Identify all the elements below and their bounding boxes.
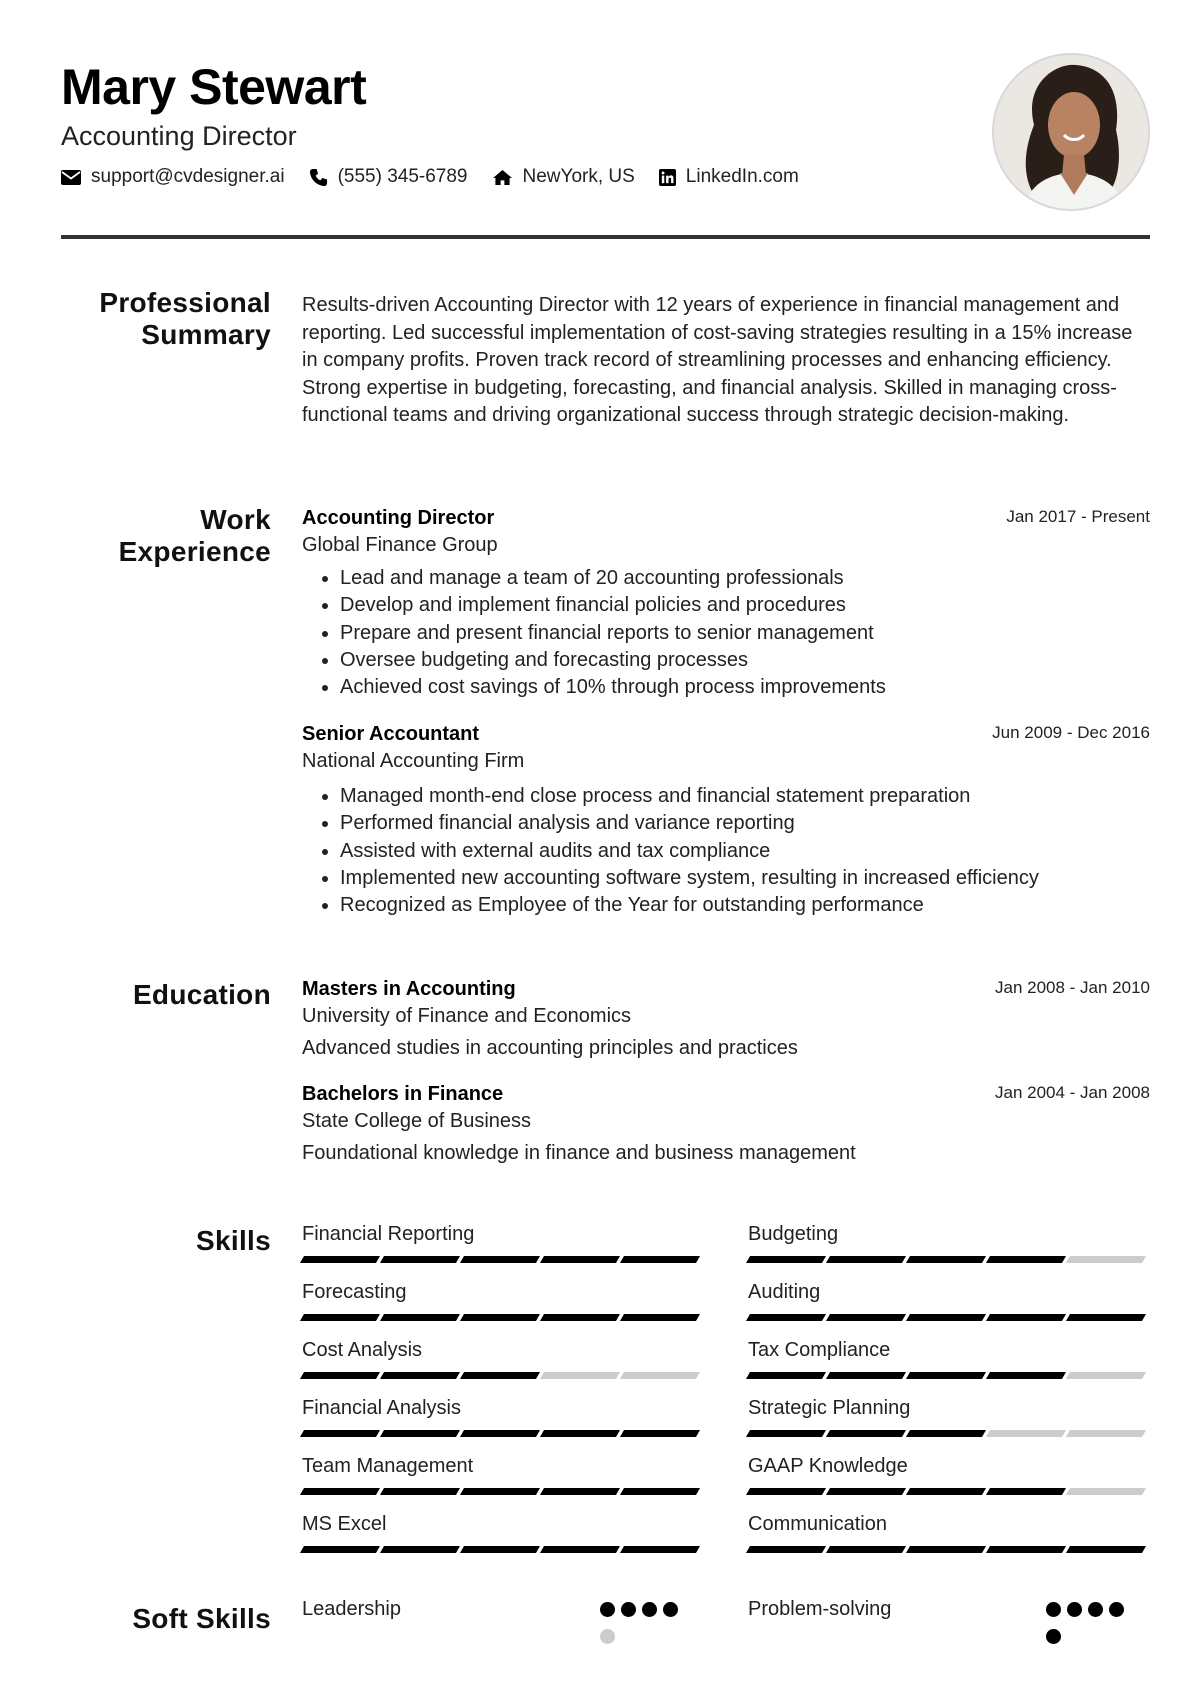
school-name: State College of Business [302, 1110, 532, 1132]
skill-segment-filled [826, 1256, 906, 1263]
skill-level-bar [748, 1488, 1148, 1495]
skill-level-bar [748, 1546, 1148, 1553]
skill-segment-filled [906, 1430, 986, 1437]
school-name: University of Finance and Economics [302, 1005, 632, 1027]
job-bullets [302, 565, 1150, 701]
skill-item [748, 1513, 1148, 1553]
skill-name: GAAP Knowledge [748, 1455, 908, 1477]
contact-email[interactable] [61, 166, 285, 188]
skill-segment-filled [460, 1314, 540, 1321]
skill-segment-filled [300, 1546, 380, 1553]
skill-item [748, 1281, 1148, 1321]
skill-level-bar [302, 1546, 702, 1553]
education-entry [302, 978, 1150, 1060]
skill-item [748, 1339, 1148, 1379]
skill-segment-filled [620, 1314, 700, 1321]
candidate-name: Mary Stewart [61, 59, 367, 115]
skill-segment-filled [540, 1488, 620, 1495]
skill-segment-filled [540, 1430, 620, 1437]
skill-segment-filled [460, 1372, 540, 1379]
degree-title: Masters in Accounting [302, 978, 516, 1000]
rating-dot-filled [1046, 1629, 1061, 1644]
rating-dot-filled [642, 1602, 657, 1617]
soft-skill-name: Leadership [302, 1598, 401, 1620]
skill-segment-filled [620, 1430, 700, 1437]
skill-name: Cost Analysis [302, 1339, 423, 1361]
skill-segment-empty [1066, 1372, 1146, 1379]
skill-segment-empty [540, 1372, 620, 1379]
skill-item [748, 1397, 1148, 1437]
job-title: Accounting Director [302, 507, 495, 529]
skill-level-bar [748, 1256, 1148, 1263]
skill-name: Team Management [302, 1455, 474, 1477]
skill-segment-filled [380, 1256, 460, 1263]
skill-level-bar [302, 1314, 702, 1321]
skill-segment-filled [986, 1488, 1066, 1495]
skill-segment-filled [620, 1488, 700, 1495]
skill-segment-filled [300, 1430, 380, 1437]
job-company: Global Finance Group [302, 534, 498, 556]
profile-photo [992, 53, 1150, 211]
soft-skill-item [302, 1598, 722, 1621]
skill-segment-filled [460, 1256, 540, 1263]
skill-name: Budgeting [748, 1223, 839, 1245]
skill-segment-filled [380, 1372, 460, 1379]
skill-level-bar [302, 1430, 702, 1437]
section-title-summary: Professional Summary [99, 287, 271, 350]
rating-dot-filled [663, 1602, 678, 1617]
skill-segment-filled [906, 1372, 986, 1379]
skill-name: Financial Analysis [302, 1397, 461, 1419]
skill-segment-filled [906, 1546, 986, 1553]
section-title-education: Education [132, 979, 271, 1010]
skill-segment-empty [1066, 1256, 1146, 1263]
contact-linkedin[interactable] [659, 166, 799, 188]
skill-segment-filled [746, 1372, 826, 1379]
skill-level-bar [302, 1372, 702, 1379]
list-item: • Prepare and present financial reports to senior management [340, 620, 1150, 647]
experience-entry [302, 723, 1150, 919]
skill-level-bar [302, 1488, 702, 1495]
list-item: • Managed month-end close process and financial statement preparation [340, 783, 1150, 810]
skill-segment-filled [540, 1546, 620, 1553]
portrait-image [994, 55, 1148, 209]
contact-location [492, 166, 635, 188]
skill-name: MS Excel [302, 1513, 387, 1535]
skill-segment-filled [986, 1256, 1066, 1263]
skill-segment-filled [746, 1430, 826, 1437]
skill-segment-filled [460, 1546, 540, 1553]
skill-level-bar [748, 1314, 1148, 1321]
skill-segment-filled [826, 1430, 906, 1437]
candidate-title: Accounting Director [61, 121, 297, 151]
education-entry [302, 1083, 1150, 1165]
job-bullets [302, 783, 1150, 919]
rating-dot-filled [600, 1602, 615, 1617]
skill-segment-filled [746, 1546, 826, 1553]
list-item: • Develop and implement financial policies and procedures [340, 592, 1150, 619]
skill-segment-filled [460, 1488, 540, 1495]
contact-phone[interactable] [309, 166, 468, 188]
education-dates: Jan 2008 - Jan 2010 [994, 978, 1150, 997]
soft-skill-name: Problem-solving [748, 1598, 892, 1620]
linkedin-icon [659, 169, 676, 186]
skill-segment-empty [1066, 1430, 1146, 1437]
list-item: • Oversee budgeting and forecasting processes [340, 647, 1150, 674]
skill-item [748, 1223, 1148, 1263]
list-item: • Lead and manage a team of 20 accounting professionals [340, 565, 1150, 592]
skill-segment-filled [380, 1488, 460, 1495]
section-title-skills: Skills [196, 1225, 271, 1256]
skill-name: Forecasting [302, 1281, 407, 1303]
summary-text: Results-driven Accounting Director with 12 years of experience in financial management and reporting. Led successful implementation of cost-saving strategies resulting in a 15% increase in company profits. Proven track record of streamlining processes and enhancing efficiency. Strong expertise in budgeting, forecasting, and financial analysis. Skilled in managing cross-functional teams and driving organizational success through strategic decision-making. [302, 294, 1133, 426]
contact-linkedin-text: LinkedIn.com [685, 166, 799, 187]
education-dates: Jan 2004 - Jan 2008 [994, 1083, 1150, 1102]
list-item: • Performed financial analysis and variance reporting [340, 810, 1150, 837]
soft-skill-item [748, 1598, 1168, 1621]
degree-title: Bachelors in Finance [302, 1083, 504, 1105]
contact-row [61, 166, 823, 188]
skill-name: Strategic Planning [748, 1397, 911, 1419]
job-company: National Accounting Firm [302, 750, 525, 772]
contact-location-text: NewYork, US [522, 166, 635, 187]
list-item: • Recognized as Employee of the Year for outstanding performance [340, 892, 1150, 919]
skill-item [302, 1513, 702, 1553]
job-dates: Jun 2009 - Dec 2016 [992, 723, 1150, 742]
contact-phone-text: (555) 345-6789 [337, 166, 468, 187]
skill-segment-filled [826, 1372, 906, 1379]
skill-name: Tax Compliance [748, 1339, 891, 1361]
education-description: Advanced studies in accounting principles and practices [302, 1037, 798, 1059]
skill-segment-filled [746, 1488, 826, 1495]
rating-dot-filled [1067, 1602, 1082, 1617]
skill-item [302, 1281, 702, 1321]
skill-item [302, 1223, 702, 1263]
skill-segment-filled [986, 1546, 1066, 1553]
skill-segment-filled [300, 1488, 380, 1495]
skill-segment-filled [746, 1314, 826, 1321]
skill-segment-filled [906, 1488, 986, 1495]
section-title-soft-skills: Soft Skills [132, 1603, 271, 1634]
skill-level-bar [748, 1430, 1148, 1437]
skill-level-bar [748, 1372, 1148, 1379]
envelope-icon [61, 170, 81, 185]
skill-segment-filled [986, 1314, 1066, 1321]
skill-segment-filled [906, 1256, 986, 1263]
phone-icon [309, 168, 328, 187]
skill-segment-filled [826, 1488, 906, 1495]
home-icon [492, 169, 513, 186]
skill-segment-filled [540, 1314, 620, 1321]
skill-segment-filled [620, 1546, 700, 1553]
skill-segment-filled [300, 1256, 380, 1263]
list-item: • Achieved cost savings of 10% through process improvements [340, 674, 1150, 701]
skill-segment-filled [986, 1372, 1066, 1379]
header-divider [61, 235, 1150, 239]
skill-item [302, 1397, 702, 1437]
soft-skill-rating [1046, 1602, 1136, 1656]
rating-dot-filled [621, 1602, 636, 1617]
skill-segment-filled [1066, 1314, 1146, 1321]
skill-segment-filled [380, 1546, 460, 1553]
skill-name: Communication [748, 1513, 887, 1535]
skill-segment-filled [300, 1314, 380, 1321]
skill-segment-filled [540, 1256, 620, 1263]
section-title-experience: Work Experience [118, 504, 271, 567]
education-description: Foundational knowledge in finance and business management [302, 1142, 856, 1164]
skill-level-bar [302, 1256, 702, 1263]
skill-segment-filled [460, 1430, 540, 1437]
soft-skill-rating [600, 1602, 690, 1656]
skill-segment-empty [986, 1430, 1066, 1437]
skill-segment-filled [300, 1372, 380, 1379]
skill-item [302, 1455, 702, 1495]
skill-segment-filled [380, 1430, 460, 1437]
job-dates: Jan 2017 - Present [1006, 507, 1150, 526]
contact-email-text: support@cvdesigner.ai [91, 166, 285, 187]
skill-segment-filled [826, 1546, 906, 1553]
skill-segment-filled [906, 1314, 986, 1321]
job-title: Senior Accountant [302, 723, 480, 745]
skill-item [302, 1339, 702, 1379]
skill-segment-filled [826, 1314, 906, 1321]
experience-entry [302, 507, 1150, 701]
skill-segment-filled [380, 1314, 460, 1321]
rating-dot-empty [600, 1629, 615, 1644]
rating-dot-filled [1109, 1602, 1124, 1617]
skill-segment-filled [620, 1256, 700, 1263]
skill-segment-empty [1066, 1488, 1146, 1495]
list-item: • Implemented new accounting software system, resulting in increased efficiency [340, 865, 1150, 892]
skill-segment-filled [746, 1256, 826, 1263]
skill-segment-empty [620, 1372, 700, 1379]
rating-dot-filled [1088, 1602, 1103, 1617]
rating-dot-filled [1046, 1602, 1061, 1617]
skill-name: Financial Reporting [302, 1223, 475, 1245]
list-item: • Assisted with external audits and tax compliance [340, 838, 1150, 865]
skill-segment-filled [1066, 1546, 1146, 1553]
skill-item [748, 1455, 1148, 1495]
skill-name: Auditing [748, 1281, 821, 1303]
